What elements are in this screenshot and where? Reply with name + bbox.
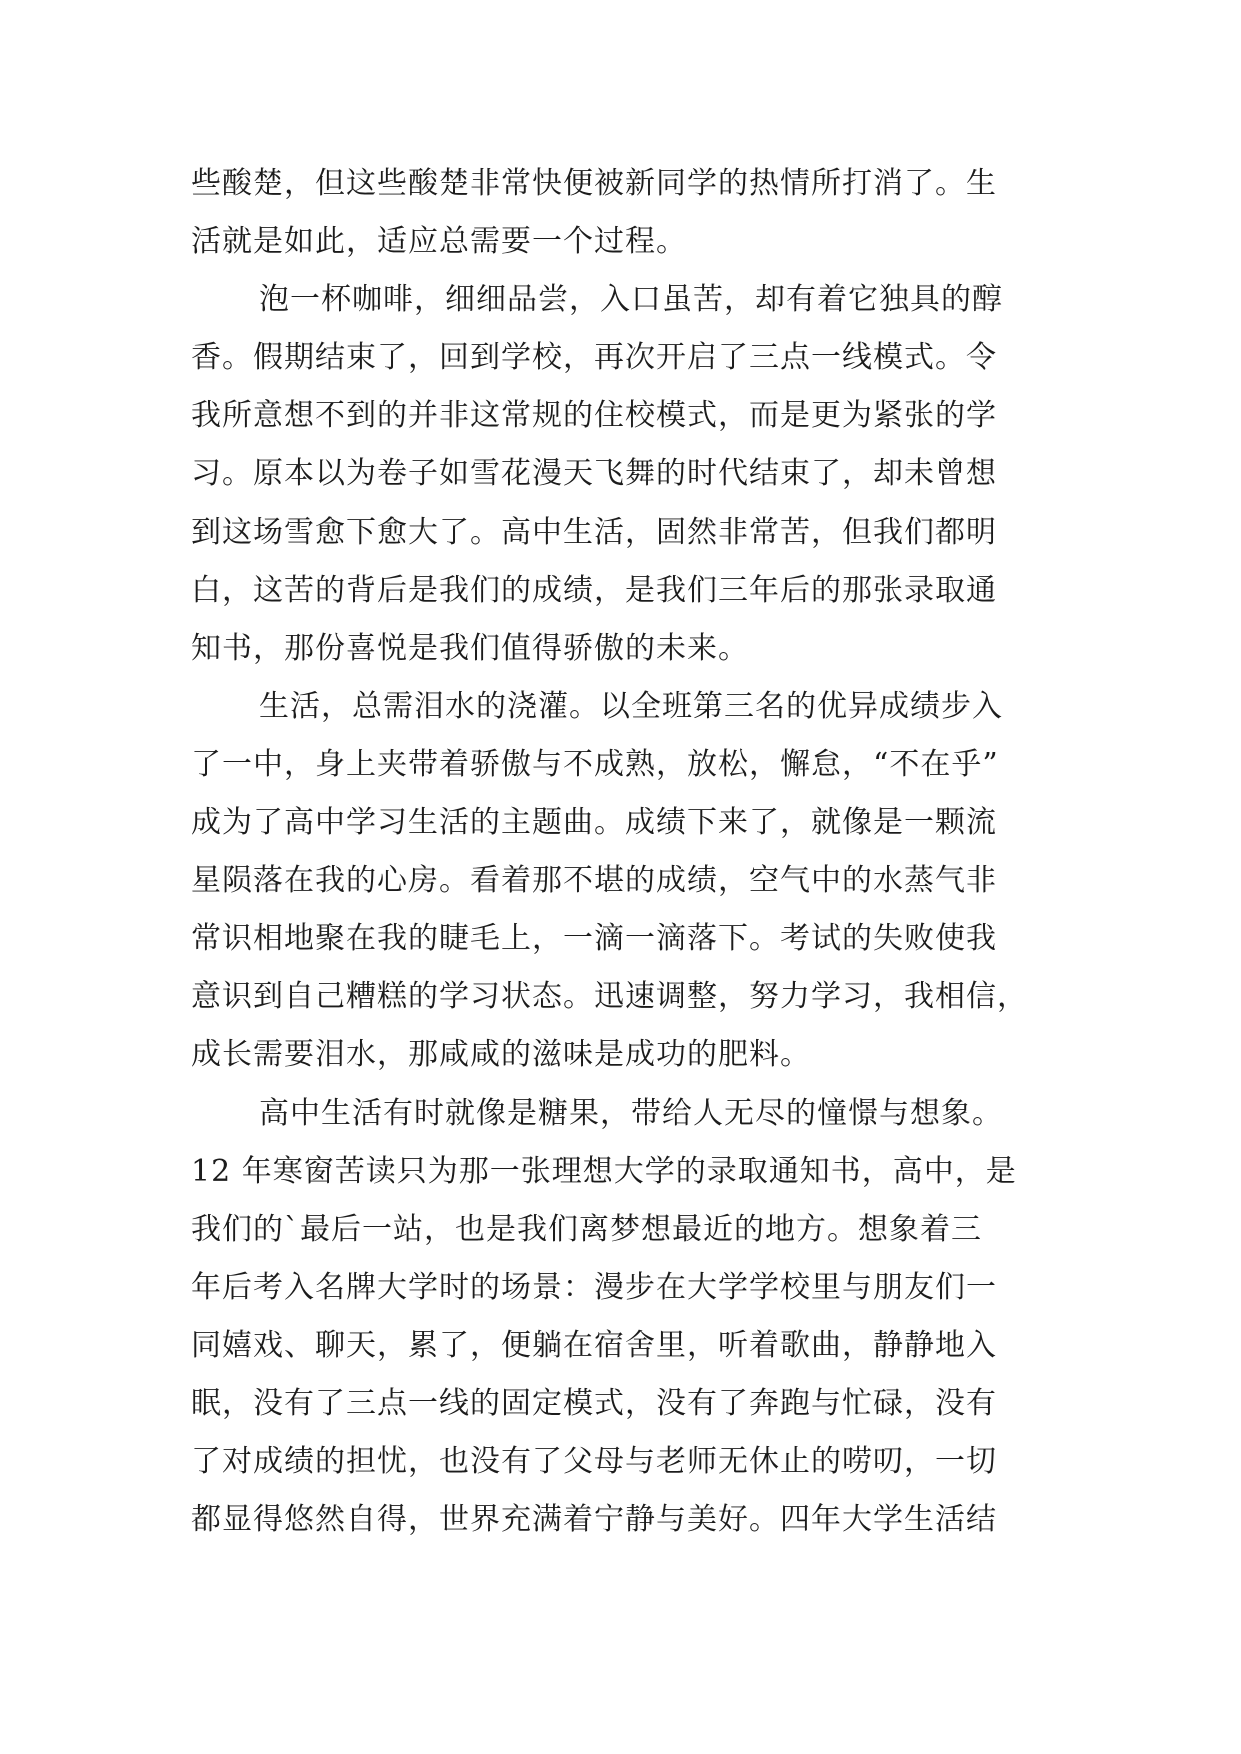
text-line: 都显得悠然自得，世界充满着宁静与美好。四年大学生活结	[191, 1502, 997, 1538]
text-line: 成为了高中学习生活的主题曲。成绩下来了，就像是一颗流	[191, 805, 997, 841]
text-line: 习。原本以为卷子如雪花漫天飞舞的时代结束了，却未曾想	[191, 456, 997, 492]
body-text	[191, 155, 1061, 1549]
text-line: 年后考入名牌大学时的场景：漫步在大学学校里与朋友们一	[191, 1269, 997, 1305]
text-line: 我们的`最后一站，也是我们离梦想最近的地方。想象着三	[191, 1211, 982, 1247]
text-line: 常识相地聚在我的睫毛上，一滴一滴落下。考试的失败使我	[191, 921, 997, 957]
text-line: 了对成绩的担忧，也没有了父母与老师无休止的唠叨，一切	[191, 1444, 997, 1480]
text-line: 了一中，身上夹带着骄傲与不成熟，放松，懈怠，“不在乎”	[191, 746, 999, 782]
text-line: 些酸楚，但这些酸楚非常快便被新同学的热情所打消了。生	[191, 166, 997, 201]
text-line: 成长需要泪水，那咸咸的滋味是成功的肥料。	[191, 1037, 811, 1073]
text-line: 白，这苦的背后是我们的成绩，是我们三年后的那张录取通	[191, 572, 997, 608]
text-line: 香。假期结束了，回到学校，再次开启了三点一线模式。令	[191, 340, 997, 376]
text-line: 眠，没有了三点一线的固定模式，没有了奔跑与忙碌，没有	[191, 1385, 997, 1421]
paragraph-first-line: 泡一杯咖啡，细细品尝，入口虽苦，却有着它独具的醇	[259, 282, 1003, 318]
text-line: 意识到自己糟糕的学习状态。迅速调整，努力学习，我相信，	[191, 979, 1028, 1015]
text-line: 12 年寒窗苦读只为那一张理想大学的录取通知书，高中，是	[191, 1153, 1017, 1189]
text-line: 同嬉戏、聊天，累了，便躺在宿舍里，听着歌曲，静静地入	[191, 1327, 997, 1363]
paragraph-first-line: 生活，总需泪水的浇灌。以全班第三名的优异成绩步入	[259, 688, 1003, 724]
paragraph-first-line: 高中生活有时就像是糖果，带给人无尽的憧憬与想象。	[259, 1095, 1003, 1131]
text-line: 星陨落在我的心房。看着那不堪的成绩，空气中的水蒸气非	[191, 863, 997, 899]
text-line: 知书，那份喜悦是我们值得骄傲的未来。	[191, 630, 749, 666]
text-line: 到这场雪愈下愈大了。高中生活，固然非常苦，但我们都明	[191, 514, 997, 550]
text-line: 我所意想不到的并非这常规的住校模式，而是更为紧张的学	[191, 398, 997, 434]
text-line: 活就是如此，适应总需要一个过程。	[191, 224, 687, 260]
